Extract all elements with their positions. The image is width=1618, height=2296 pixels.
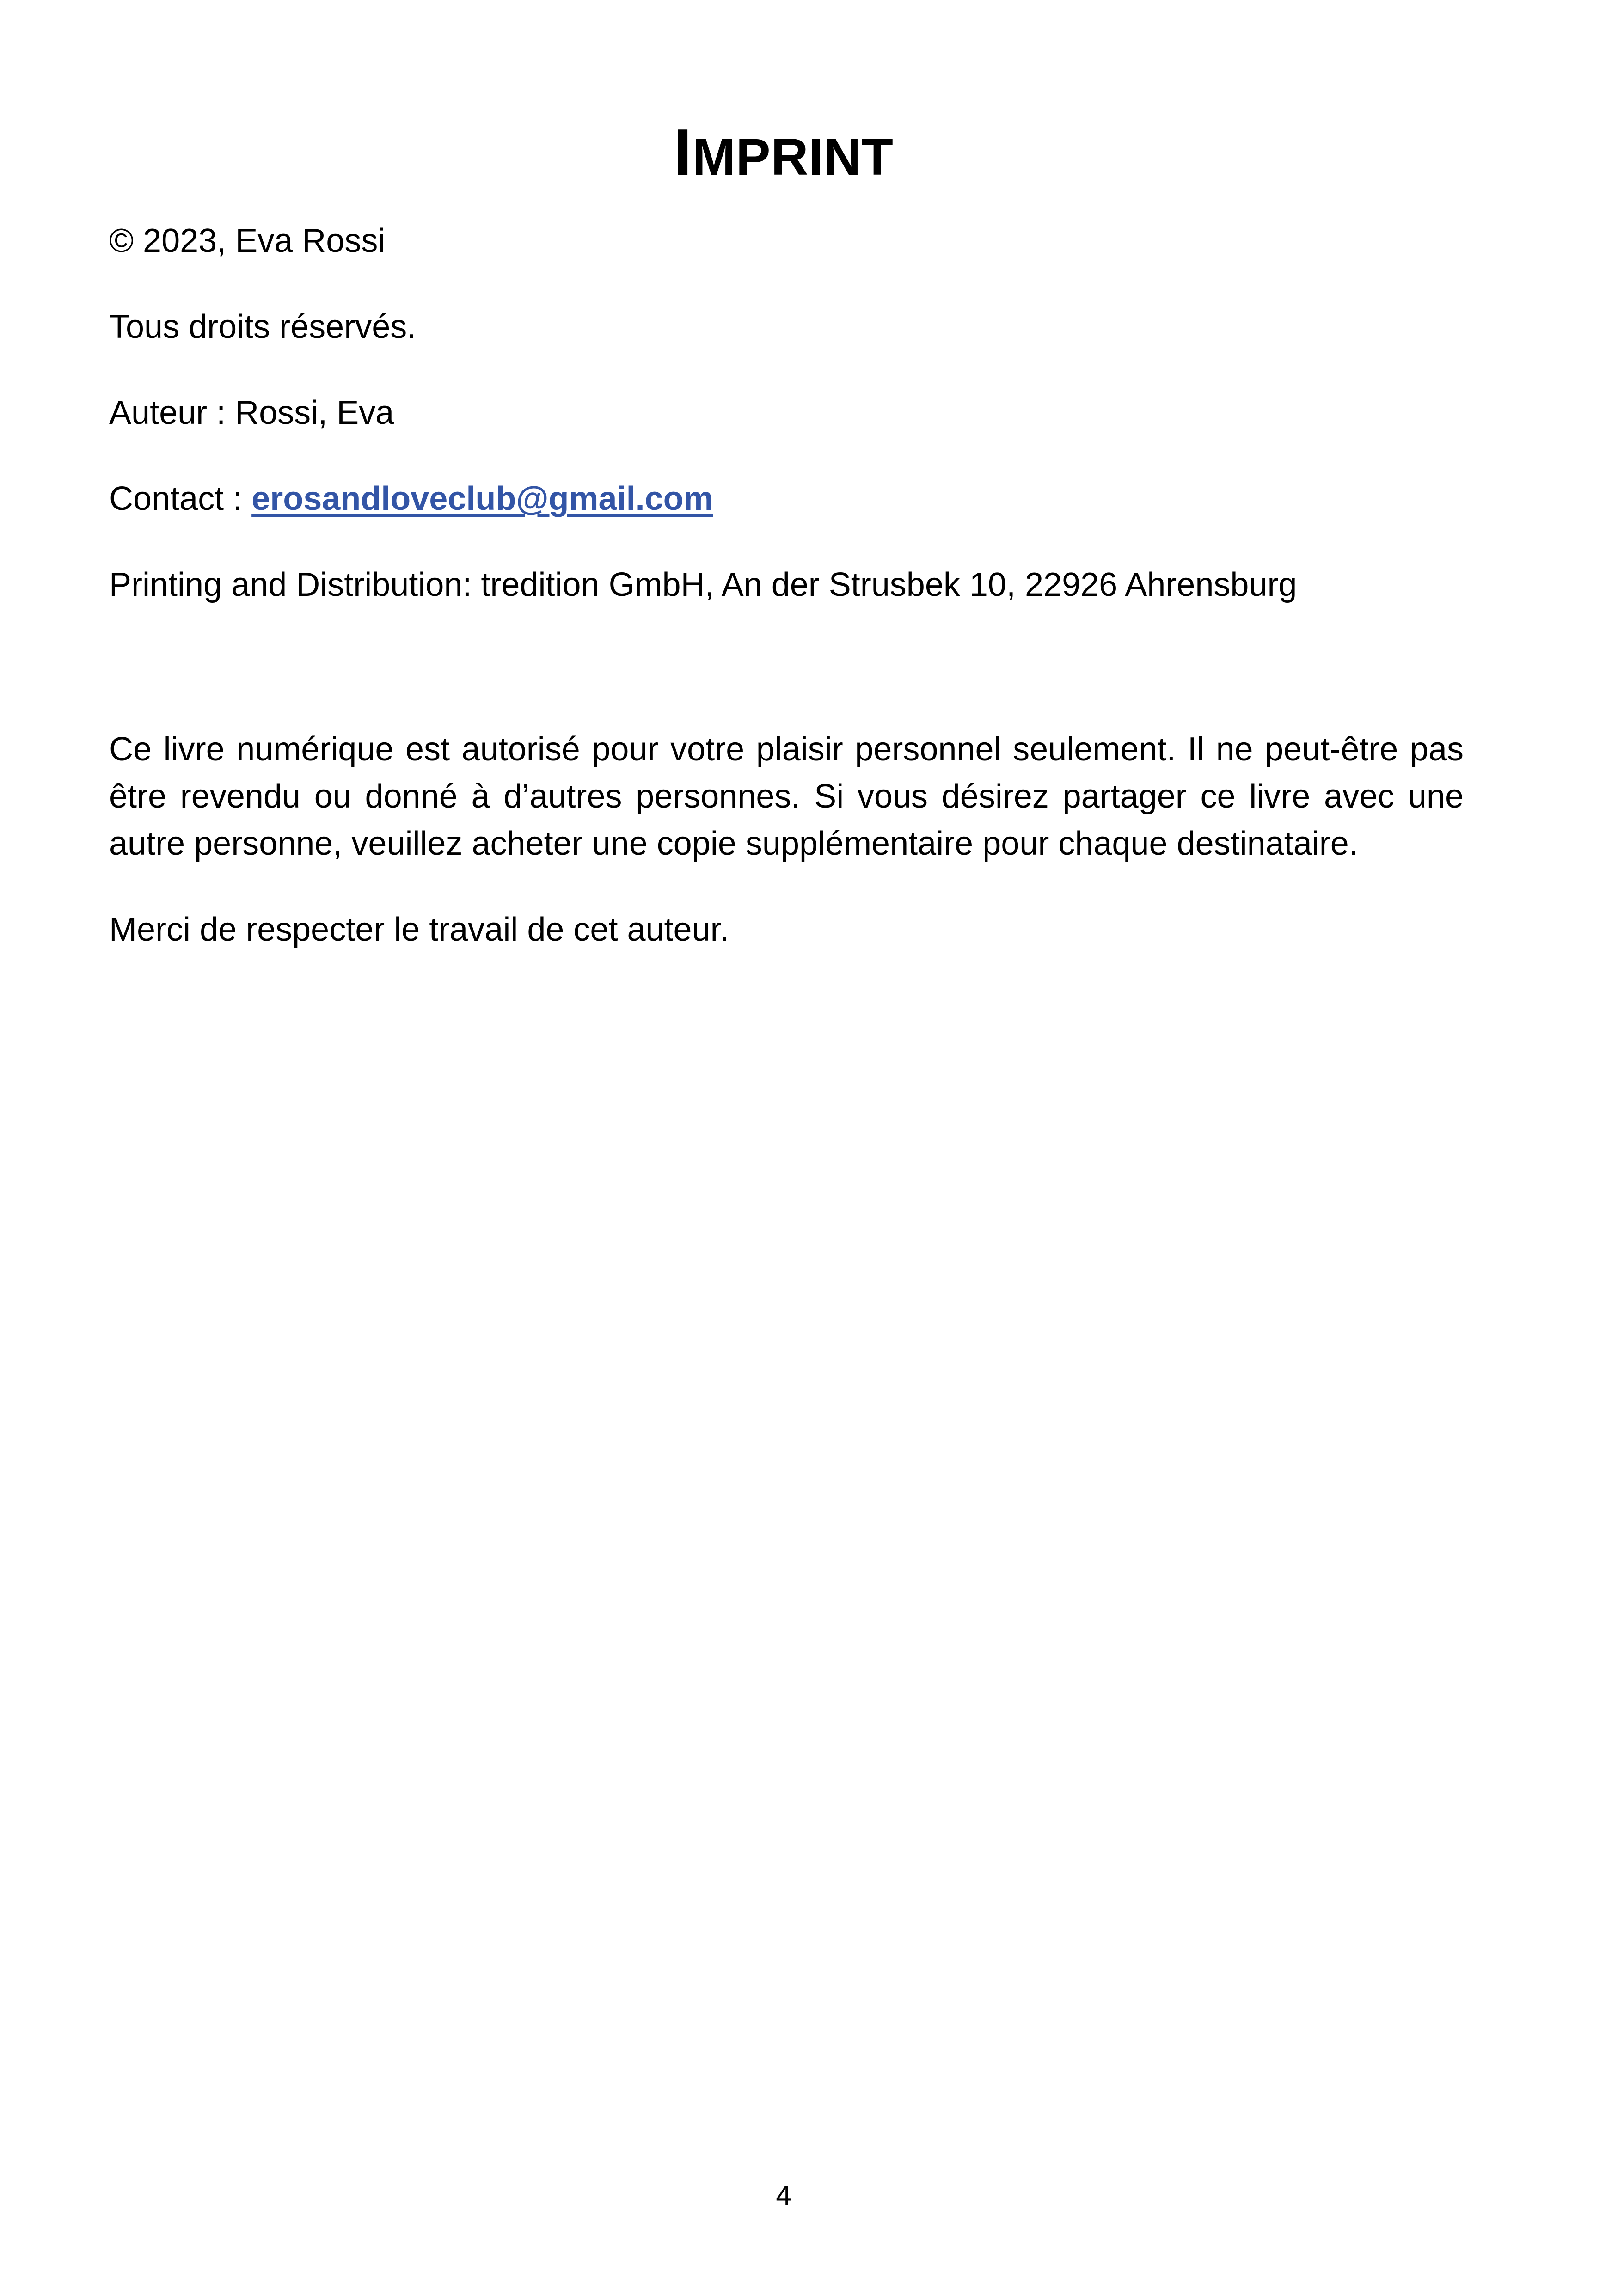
imprint-content	[109, 217, 1464, 992]
contact-label: Contact :	[109, 480, 252, 517]
page-number: 4	[776, 2180, 791, 2211]
copyright-line: © 2023, Eva Rossi	[109, 222, 386, 259]
distribution-line: Printing and Distribution: tredition GmbH, An der Strusbek 10, 22926 Ahrensburg	[109, 566, 1297, 603]
respect-line: Merci de respecter le travail de cet auteur.	[109, 911, 729, 948]
section-spacer	[109, 647, 1464, 726]
title-rest: MPRINT	[692, 128, 894, 186]
page-title	[0, 113, 1567, 192]
author-line: Auteur : Rossi, Eva	[109, 394, 394, 431]
rights-line: Tous droits réservés.	[109, 308, 417, 345]
license-paragraph: Ce livre numérique est autorisé pour votre plaisir personnel seulement. Il ne peut-être pas être revendu ou donné à d’autres personnes. Si vous désirez partager ce livre avec une autre personne, veuillez acheter une copie supplémentaire pour chaque destinataire.	[109, 731, 1464, 862]
contact-line	[109, 475, 1464, 522]
contact-email-link[interactable]: erosandloveclub@gmail.com	[251, 480, 713, 517]
title-first-letter: I	[674, 116, 693, 189]
